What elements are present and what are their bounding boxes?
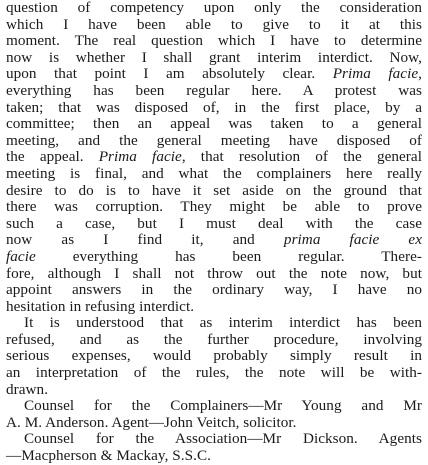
text-segment: taken; that was disposed of, in the first place, by a: [6, 98, 422, 116]
text-segment: upon that point I am absolutely clear.: [6, 65, 333, 83]
text-line: [6, 415, 422, 432]
italic-text: facie: [6, 247, 36, 265]
text-line: [6, 83, 422, 100]
text-segment: —Macpherson & Mackay, S.S.C.: [6, 447, 211, 465]
text-line: [6, 431, 422, 448]
paragraph: [6, 315, 422, 398]
text-line: [6, 299, 422, 316]
text-segment: A. M. Anderson. Agent—John Veitch, solicitor.: [6, 413, 297, 431]
text-segment: ,: [418, 65, 422, 83]
text-segment: an interpretation of the rules, the note will be with-: [6, 364, 422, 382]
italic-text: Prima facie: [98, 148, 182, 166]
text-line: [6, 332, 422, 349]
text-line: [6, 282, 422, 299]
text-line: [6, 398, 422, 415]
text-segment: fore, although I shall not throw out the note now, but: [6, 264, 422, 282]
text-line: [6, 232, 422, 249]
paragraph: [6, 431, 422, 464]
text-line: [6, 33, 422, 50]
text-line: [6, 315, 422, 332]
text-line: [6, 0, 422, 17]
text-segment: moment. The real question which I have to determine: [6, 32, 422, 50]
text-segment: everything has been regular. There-: [35, 247, 422, 265]
text-line: [6, 17, 422, 34]
text-segment: everything has been regular here. A protest was: [6, 81, 422, 99]
paragraph: [6, 398, 422, 431]
text-line: [6, 199, 422, 216]
text-segment: such a case, but I must deal with the case: [6, 214, 422, 232]
text-segment: Counsel for the Association—Mr Dickson. Agents: [24, 430, 422, 448]
text-line: [6, 448, 422, 465]
text-segment: question of competency upon only the consideration: [6, 0, 422, 16]
italic-text: prima facie ex: [283, 231, 423, 249]
text-segment: hesitation in refusing interdict.: [6, 297, 195, 315]
text-line: [6, 66, 422, 83]
text-line: [6, 133, 422, 150]
text-segment: now as I find it, and: [6, 231, 284, 249]
text-line: [6, 166, 422, 183]
paragraph: [6, 0, 422, 315]
text-segment: refused, and as the further procedure, involving: [6, 330, 422, 348]
text-segment: It is understood that as interim interdict has been: [24, 314, 422, 332]
text-line: [6, 365, 422, 382]
article-column: [6, 0, 422, 465]
text-line: [6, 100, 422, 117]
text-segment: meeting is final, and what the complainers here really: [6, 164, 422, 182]
text-segment: which I have been able to give to it at this: [6, 15, 422, 33]
text-segment: serious expenses, would probably simply result in: [6, 347, 422, 365]
text-segment: appoint answers in the ordinary way, I have no: [6, 281, 422, 299]
text-segment: there was corruption. They might be able to prove: [6, 198, 422, 216]
text-segment: now is whether I shall grant interim interdict. Now,: [6, 48, 422, 66]
text-segment: Counsel for the Complainers—Mr Young and Mr: [24, 397, 422, 415]
text-line: [6, 216, 422, 233]
text-line: [6, 266, 422, 283]
text-line: [6, 249, 422, 266]
text-segment: drawn.: [6, 380, 49, 398]
text-line: [6, 50, 422, 67]
text-segment: meeting, and the general meeting have disposed of: [6, 131, 422, 149]
italic-text: Prima facie: [332, 65, 419, 83]
text-segment: , that resolution of the general: [181, 148, 422, 166]
text-segment: committee; then an appeal was taken to a general: [6, 115, 422, 133]
text-line: [6, 183, 422, 200]
text-line: [6, 149, 422, 166]
text-segment: the appeal.: [6, 148, 99, 166]
text-line: [6, 116, 422, 133]
text-line: [6, 382, 422, 399]
text-segment: desire to do is to have it set aside on the ground that: [6, 181, 422, 199]
text-line: [6, 348, 422, 365]
